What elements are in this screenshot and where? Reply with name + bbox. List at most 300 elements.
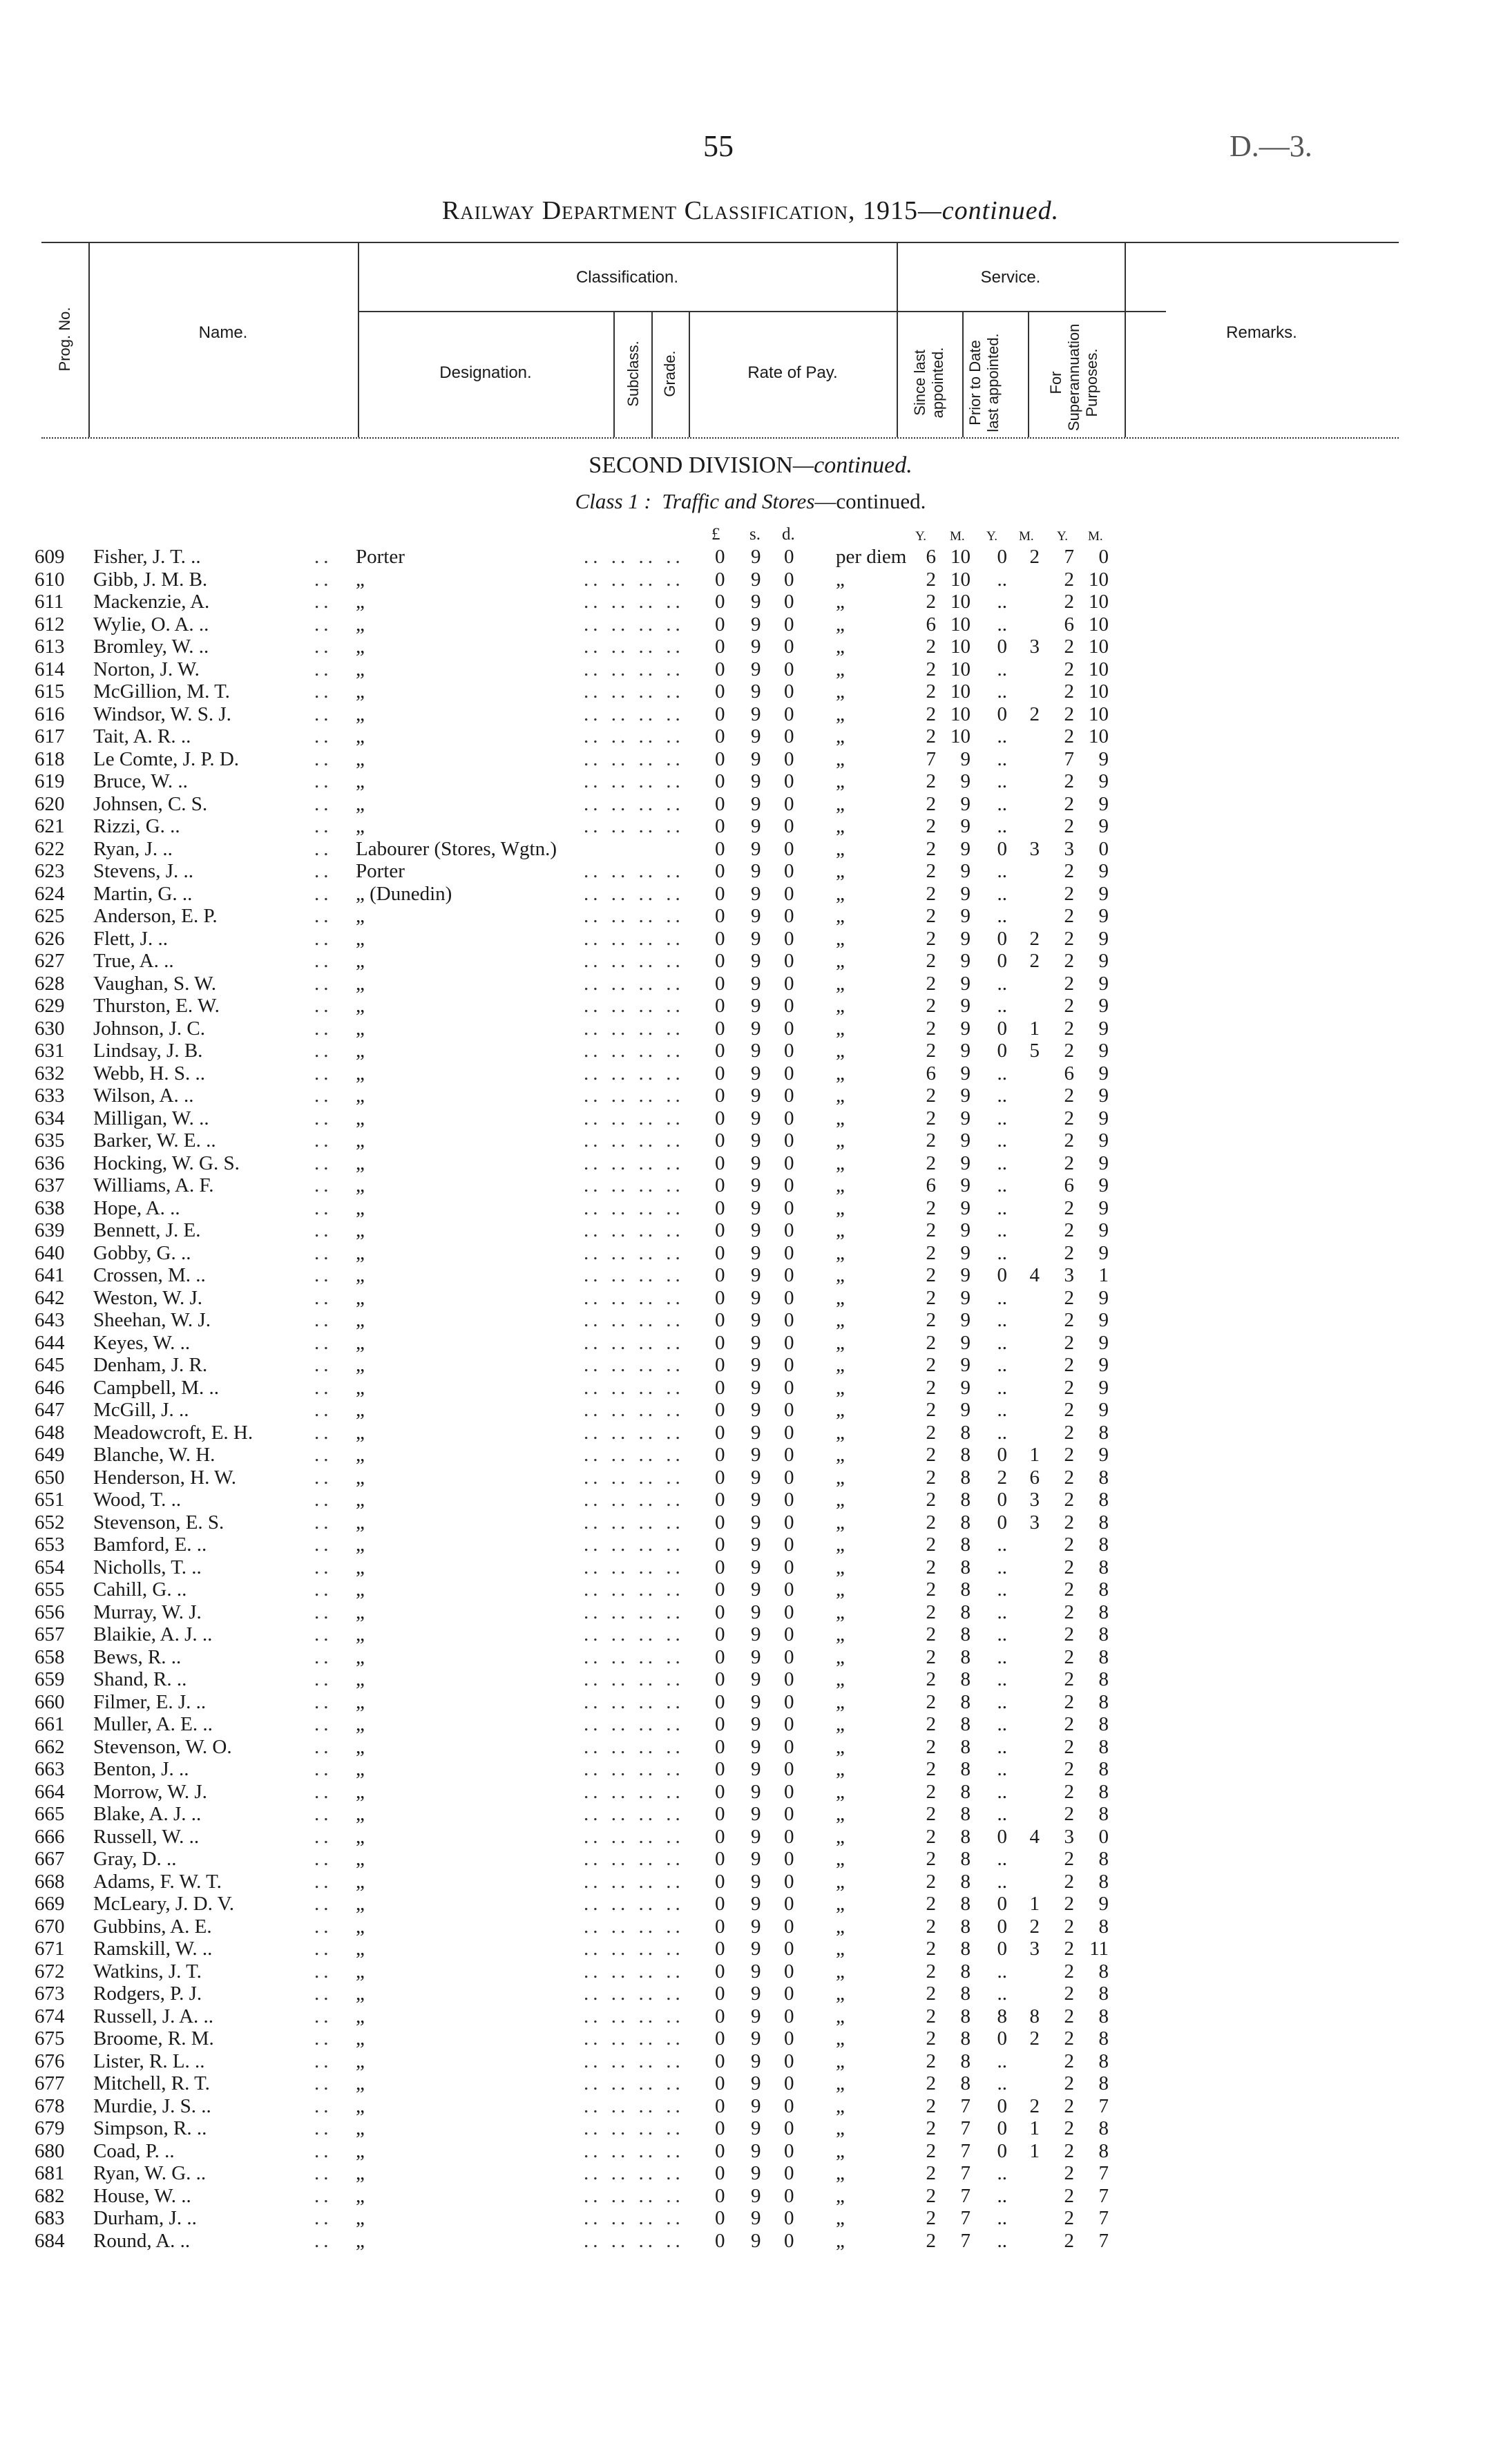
prog-no: 619 bbox=[35, 770, 65, 792]
since-months: 8 bbox=[960, 1444, 971, 1466]
leader-dots: .. .. .. .. bbox=[584, 1376, 685, 1399]
super-months: 9 bbox=[1098, 1129, 1109, 1152]
leader-dots: .. bbox=[314, 1668, 333, 1690]
pay-qualifier: „ bbox=[836, 1915, 845, 1938]
employee-name: Gubbins, A. E. bbox=[93, 1915, 212, 1938]
super-years: 3 bbox=[1064, 1264, 1074, 1286]
since-years: 2 bbox=[926, 1623, 936, 1645]
table-row bbox=[0, 1646, 1501, 1669]
leader-dots: .. bbox=[314, 1466, 333, 1489]
employee-name: Johnson, J. C. bbox=[93, 1017, 205, 1040]
since-years: 2 bbox=[926, 1870, 936, 1893]
pay-pence: 0 bbox=[784, 568, 794, 591]
pay-pounds: 0 bbox=[715, 1578, 725, 1601]
since-months: 9 bbox=[960, 995, 971, 1017]
leader-dots: .. bbox=[314, 1825, 333, 1848]
prior-years: 0 bbox=[997, 1489, 1007, 1511]
super-months: 10 bbox=[1089, 636, 1109, 658]
since-months: 10 bbox=[950, 636, 971, 658]
table-row bbox=[0, 546, 1501, 569]
division-heading bbox=[0, 452, 1501, 479]
employee-name: Nicholls, T. .. bbox=[93, 1556, 202, 1578]
pay-pence: 0 bbox=[784, 882, 794, 905]
super-years: 6 bbox=[1064, 1174, 1074, 1196]
designation: „ bbox=[356, 1601, 365, 1623]
since-months: 10 bbox=[950, 591, 971, 613]
prior-years: 0 bbox=[997, 1511, 1007, 1534]
leader-dots: .. bbox=[314, 860, 333, 882]
since-years: 2 bbox=[926, 2162, 936, 2184]
since-years: 2 bbox=[926, 2072, 936, 2094]
pay-pence: 0 bbox=[784, 1062, 794, 1085]
super-years: 3 bbox=[1064, 837, 1074, 860]
prior-years: .. bbox=[997, 1354, 1007, 1376]
prior-years: .. bbox=[997, 1870, 1007, 1893]
prior-years: .. bbox=[997, 2050, 1007, 2072]
since-months: 8 bbox=[960, 1825, 971, 1848]
employee-name: Gibb, J. M. B. bbox=[93, 568, 208, 591]
pay-shillings: 9 bbox=[751, 2207, 761, 2229]
pay-pence: 0 bbox=[784, 837, 794, 860]
employee-name: Stevenson, W. O. bbox=[93, 1735, 232, 1758]
pay-shillings: 9 bbox=[751, 1331, 761, 1354]
pay-pounds: 0 bbox=[715, 1825, 725, 1848]
table-row bbox=[0, 1062, 1501, 1085]
designation: „ bbox=[356, 927, 365, 950]
pay-shillings: 9 bbox=[751, 1983, 761, 2005]
super-months: 8 bbox=[1098, 1780, 1109, 1803]
prior-years: .. bbox=[997, 2162, 1007, 2184]
pay-shillings: 9 bbox=[751, 1466, 761, 1489]
pay-qualifier: „ bbox=[836, 1556, 845, 1578]
pay-pence: 0 bbox=[784, 1421, 794, 1444]
leader-dots: .. .. .. .. bbox=[584, 972, 685, 995]
prior-years: 0 bbox=[997, 1893, 1007, 1915]
since-months: 8 bbox=[960, 1466, 971, 1489]
employee-name: Denham, J. R. bbox=[93, 1354, 208, 1376]
leader-dots: .. bbox=[314, 1264, 333, 1286]
pay-pounds: 0 bbox=[715, 1040, 725, 1062]
super-years: 2 bbox=[1064, 2184, 1074, 2207]
pay-pence: 0 bbox=[784, 815, 794, 837]
since-months: 9 bbox=[960, 1286, 971, 1309]
pay-shillings: 9 bbox=[751, 792, 761, 815]
table-row bbox=[0, 2005, 1501, 2028]
super-years: 7 bbox=[1064, 747, 1074, 770]
leader-dots: .. .. .. .. bbox=[584, 2229, 685, 2252]
leader-dots: .. .. .. .. bbox=[584, 1331, 685, 1354]
designation: „ bbox=[356, 1960, 365, 1983]
pay-pence: 0 bbox=[784, 1376, 794, 1399]
leader-dots: .. bbox=[314, 2094, 333, 2117]
division-suffix: —continued. bbox=[792, 452, 912, 478]
employee-name: House, W. .. bbox=[93, 2184, 191, 2207]
pay-pounds: 0 bbox=[715, 2162, 725, 2184]
pay-qualifier: „ bbox=[836, 905, 845, 927]
prog-no: 645 bbox=[35, 1354, 65, 1376]
employee-name: Gobby, G. .. bbox=[93, 1241, 191, 1264]
pay-qualifier: „ bbox=[836, 1376, 845, 1399]
since-months: 9 bbox=[960, 1219, 971, 1241]
since-months: 8 bbox=[960, 1645, 971, 1668]
employee-name: True, A. .. bbox=[93, 950, 174, 972]
pay-pence: 0 bbox=[784, 1893, 794, 1915]
leader-dots: .. bbox=[314, 1286, 333, 1309]
prog-no: 630 bbox=[35, 1017, 65, 1040]
designation: „ bbox=[356, 2027, 365, 2050]
designation: „ bbox=[356, 2072, 365, 2094]
since-months: 9 bbox=[960, 1107, 971, 1129]
pay-shillings: 9 bbox=[751, 1085, 761, 1107]
super-years: 2 bbox=[1064, 1331, 1074, 1354]
unit-pound: £ bbox=[711, 525, 720, 544]
employee-name: Filmer, E. J. .. bbox=[93, 1690, 207, 1713]
table-header bbox=[41, 242, 1399, 439]
since-months: 10 bbox=[950, 568, 971, 591]
since-months: 7 bbox=[960, 2117, 971, 2139]
since-months: 9 bbox=[960, 972, 971, 995]
since-years: 2 bbox=[926, 2094, 936, 2117]
leader-dots: .. .. .. .. bbox=[584, 1152, 685, 1174]
leader-dots: .. bbox=[314, 1938, 333, 1960]
pay-qualifier: „ bbox=[836, 860, 845, 882]
leader-dots: .. bbox=[314, 2050, 333, 2072]
super-months: 0 bbox=[1098, 546, 1109, 568]
pay-pence: 0 bbox=[784, 680, 794, 703]
employee-name: McGill, J. .. bbox=[93, 1399, 189, 1421]
since-months: 8 bbox=[960, 1960, 971, 1983]
super-months: 9 bbox=[1098, 1444, 1109, 1466]
pay-pence: 0 bbox=[784, 1399, 794, 1421]
pay-pence: 0 bbox=[784, 1241, 794, 1264]
designation: „ bbox=[356, 995, 365, 1017]
pay-pounds: 0 bbox=[715, 2139, 725, 2162]
pay-qualifier: „ bbox=[836, 2117, 845, 2139]
pay-pounds: 0 bbox=[715, 1489, 725, 1511]
super-years: 2 bbox=[1064, 1376, 1074, 1399]
super-months: 8 bbox=[1098, 2117, 1109, 2139]
pay-pence: 0 bbox=[784, 1219, 794, 1241]
table-row bbox=[0, 1174, 1501, 1197]
employee-name: Durham, J. .. bbox=[93, 2207, 197, 2229]
pay-pence: 0 bbox=[784, 2094, 794, 2117]
header-rate-of-pay: Rate of Pay. bbox=[747, 363, 838, 382]
pay-qualifier: „ bbox=[836, 1758, 845, 1780]
since-months: 8 bbox=[960, 1870, 971, 1893]
title-suffix: —continued. bbox=[917, 196, 1060, 225]
pay-pounds: 0 bbox=[715, 2072, 725, 2094]
designation: „ bbox=[356, 905, 365, 927]
pay-pounds: 0 bbox=[715, 972, 725, 995]
table-row bbox=[0, 1399, 1501, 1422]
since-years: 2 bbox=[926, 1511, 936, 1534]
pay-qualifier: „ bbox=[836, 1780, 845, 1803]
prog-no: 650 bbox=[35, 1466, 65, 1489]
employee-name: Blaikie, A. J. .. bbox=[93, 1623, 213, 1645]
pay-pounds: 0 bbox=[715, 1107, 725, 1129]
since-months: 8 bbox=[960, 1735, 971, 1758]
leader-dots: .. bbox=[314, 1915, 333, 1938]
pay-pence: 0 bbox=[784, 1645, 794, 1668]
prior-years: 0 bbox=[997, 546, 1007, 568]
leader-dots: .. bbox=[314, 1870, 333, 1893]
leader-dots: .. .. .. .. bbox=[584, 1645, 685, 1668]
since-years: 2 bbox=[926, 1983, 936, 2005]
prior-months: 2 bbox=[1029, 927, 1040, 950]
prior-years: .. bbox=[997, 1286, 1007, 1309]
table-row bbox=[0, 1534, 1501, 1556]
super-years: 2 bbox=[1064, 1803, 1074, 1825]
prior-years: .. bbox=[997, 770, 1007, 792]
leader-dots: .. .. .. .. bbox=[584, 2117, 685, 2139]
prior-months: 1 bbox=[1029, 2117, 1040, 2139]
prior-years: .. bbox=[997, 1960, 1007, 1983]
employee-name: Morrow, W. J. bbox=[93, 1780, 207, 1803]
pay-pence: 0 bbox=[784, 1107, 794, 1129]
pay-qualifier: „ bbox=[836, 1983, 845, 2005]
prog-no: 642 bbox=[35, 1286, 65, 1309]
since-years: 2 bbox=[926, 1645, 936, 1668]
since-months: 9 bbox=[960, 1331, 971, 1354]
pay-qualifier: „ bbox=[836, 2229, 845, 2252]
prog-no: 640 bbox=[35, 1241, 65, 1264]
pay-qualifier: „ bbox=[836, 1690, 845, 1713]
pay-qualifier: „ bbox=[836, 680, 845, 703]
super-years: 2 bbox=[1064, 1241, 1074, 1264]
leader-dots: .. bbox=[314, 725, 333, 747]
since-months: 7 bbox=[960, 2229, 971, 2252]
pay-pence: 0 bbox=[784, 546, 794, 568]
pay-qualifier: „ bbox=[836, 2207, 845, 2229]
super-years: 2 bbox=[1064, 1668, 1074, 1690]
leader-dots: .. bbox=[314, 1758, 333, 1780]
since-months: 10 bbox=[950, 680, 971, 703]
leader-dots: .. .. .. .. bbox=[584, 2072, 685, 2094]
since-years: 2 bbox=[926, 2050, 936, 2072]
table-row bbox=[0, 680, 1501, 703]
pay-pounds: 0 bbox=[715, 1264, 725, 1286]
prior-months: 5 bbox=[1029, 1040, 1040, 1062]
prior-years: .. bbox=[997, 1713, 1007, 1735]
pay-pounds: 0 bbox=[715, 1152, 725, 1174]
leader-dots: .. .. .. .. bbox=[584, 1983, 685, 2005]
employee-name: Meadowcroft, E. H. bbox=[93, 1421, 254, 1444]
pay-pounds: 0 bbox=[715, 568, 725, 591]
prior-years: 0 bbox=[997, 636, 1007, 658]
leader-dots: .. .. .. .. bbox=[584, 747, 685, 770]
header-service: Service. bbox=[980, 268, 1041, 287]
super-years: 2 bbox=[1064, 1309, 1074, 1331]
designation: „ bbox=[356, 1803, 365, 1825]
super-months: 8 bbox=[1098, 1690, 1109, 1713]
pay-shillings: 9 bbox=[751, 882, 761, 905]
leader-dots: .. bbox=[314, 972, 333, 995]
prior-years: .. bbox=[997, 995, 1007, 1017]
super-months: 10 bbox=[1089, 680, 1109, 703]
pay-pence: 0 bbox=[784, 950, 794, 972]
pay-qualifier: „ bbox=[836, 1601, 845, 1623]
pay-pence: 0 bbox=[784, 613, 794, 636]
super-years: 2 bbox=[1064, 1354, 1074, 1376]
leader-dots: .. bbox=[314, 747, 333, 770]
prior-months: 3 bbox=[1029, 1938, 1040, 1960]
prog-no: 617 bbox=[35, 725, 65, 747]
super-months: 10 bbox=[1089, 568, 1109, 591]
prior-years: 0 bbox=[997, 1825, 1007, 1848]
designation: „ bbox=[356, 1331, 365, 1354]
pay-qualifier: „ bbox=[836, 1017, 845, 1040]
pay-shillings: 9 bbox=[751, 1241, 761, 1264]
table-row bbox=[0, 658, 1501, 681]
since-months: 9 bbox=[960, 1354, 971, 1376]
pay-shillings: 9 bbox=[751, 1601, 761, 1623]
employee-name: Muller, A. E. .. bbox=[93, 1713, 213, 1735]
since-months: 9 bbox=[960, 1309, 971, 1331]
super-months: 8 bbox=[1098, 1848, 1109, 1870]
page-number: 55 bbox=[703, 129, 734, 163]
designation: „ bbox=[356, 1825, 365, 1848]
since-years: 2 bbox=[926, 1309, 936, 1331]
designation: „ bbox=[356, 636, 365, 658]
prior-years: 0 bbox=[997, 950, 1007, 972]
prog-no: 626 bbox=[35, 927, 65, 950]
prog-no: 648 bbox=[35, 1421, 65, 1444]
pay-pounds: 0 bbox=[715, 2050, 725, 2072]
prior-months: 3 bbox=[1029, 1511, 1040, 1534]
prog-no: 652 bbox=[35, 1511, 65, 1534]
super-years: 2 bbox=[1064, 1129, 1074, 1152]
since-months: 9 bbox=[960, 1040, 971, 1062]
leader-dots: .. .. .. .. bbox=[584, 1534, 685, 1556]
super-months: 7 bbox=[1098, 2184, 1109, 2207]
pay-pounds: 0 bbox=[715, 1376, 725, 1399]
leader-dots: .. bbox=[314, 658, 333, 680]
employee-name: Martin, G. .. bbox=[93, 882, 193, 905]
since-months: 9 bbox=[960, 927, 971, 950]
pay-pence: 0 bbox=[784, 770, 794, 792]
employee-name: Thurston, E. W. bbox=[93, 995, 220, 1017]
employee-name: Ryan, J. .. bbox=[93, 837, 173, 860]
since-months: 8 bbox=[960, 1578, 971, 1601]
pay-shillings: 9 bbox=[751, 950, 761, 972]
prog-no: 651 bbox=[35, 1489, 65, 1511]
designation: „ bbox=[356, 1399, 365, 1421]
super-months: 7 bbox=[1098, 2207, 1109, 2229]
pay-pence: 0 bbox=[784, 1085, 794, 1107]
super-years: 2 bbox=[1064, 792, 1074, 815]
designation: „ bbox=[356, 1893, 365, 1915]
leader-dots: .. .. .. .. bbox=[584, 927, 685, 950]
since-years: 2 bbox=[926, 1040, 936, 1062]
prior-years: .. bbox=[997, 1062, 1007, 1085]
employee-name: Lindsay, J. B. bbox=[93, 1040, 203, 1062]
pay-pounds: 0 bbox=[715, 725, 725, 747]
super-years: 2 bbox=[1064, 1085, 1074, 1107]
pay-shillings: 9 bbox=[751, 1893, 761, 1915]
super-years: 2 bbox=[1064, 1534, 1074, 1556]
designation: „ bbox=[356, 1511, 365, 1534]
super-months: 8 bbox=[1098, 1466, 1109, 1489]
prior-months: 1 bbox=[1029, 1893, 1040, 1915]
pay-shillings: 9 bbox=[751, 1511, 761, 1534]
designation: „ bbox=[356, 1354, 365, 1376]
prog-no: 672 bbox=[35, 1960, 65, 1983]
pay-pence: 0 bbox=[784, 1264, 794, 1286]
class-prefix: Class 1 : bbox=[575, 489, 651, 513]
pay-pounds: 0 bbox=[715, 837, 725, 860]
pay-pence: 0 bbox=[784, 2027, 794, 2050]
pay-pence: 0 bbox=[784, 972, 794, 995]
document-reference: D.—3. bbox=[1230, 129, 1312, 163]
prior-years: .. bbox=[997, 972, 1007, 995]
since-years: 2 bbox=[926, 1219, 936, 1241]
pay-pence: 0 bbox=[784, 1668, 794, 1690]
super-years: 2 bbox=[1064, 1735, 1074, 1758]
table-row bbox=[0, 1736, 1501, 1759]
pay-shillings: 9 bbox=[751, 680, 761, 703]
leader-dots: .. bbox=[314, 1645, 333, 1668]
since-years: 2 bbox=[926, 1713, 936, 1735]
since-months: 7 bbox=[960, 2184, 971, 2207]
designation: „ bbox=[356, 1174, 365, 1196]
pay-pence: 0 bbox=[784, 1534, 794, 1556]
leader-dots: .. bbox=[314, 1893, 333, 1915]
pay-shillings: 9 bbox=[751, 1825, 761, 1848]
pay-shillings: 9 bbox=[751, 2005, 761, 2027]
super-years: 2 bbox=[1064, 2207, 1074, 2229]
super-years: 2 bbox=[1064, 1399, 1074, 1421]
super-years: 2 bbox=[1064, 1713, 1074, 1735]
super-years: 2 bbox=[1064, 1196, 1074, 1219]
super-years: 2 bbox=[1064, 927, 1074, 950]
prog-no: 668 bbox=[35, 1870, 65, 1893]
pay-shillings: 9 bbox=[751, 1040, 761, 1062]
pay-pence: 0 bbox=[784, 591, 794, 613]
pay-pence: 0 bbox=[784, 636, 794, 658]
leader-dots: .. .. .. .. bbox=[584, 680, 685, 703]
since-months: 8 bbox=[960, 1893, 971, 1915]
super-years: 3 bbox=[1064, 1825, 1074, 1848]
table-row bbox=[0, 1893, 1501, 1916]
super-months: 8 bbox=[1098, 2027, 1109, 2050]
since-years: 6 bbox=[926, 546, 936, 568]
table-row bbox=[0, 1983, 1501, 2005]
leader-dots: .. .. .. .. bbox=[584, 2162, 685, 2184]
prog-no: 638 bbox=[35, 1196, 65, 1219]
leader-dots: .. bbox=[314, 950, 333, 972]
table-row bbox=[0, 1107, 1501, 1130]
prog-no: 641 bbox=[35, 1264, 65, 1286]
prior-years: 8 bbox=[997, 2005, 1007, 2027]
super-months: 11 bbox=[1089, 1938, 1109, 1960]
prior-years: .. bbox=[997, 2072, 1007, 2094]
pay-pounds: 0 bbox=[715, 950, 725, 972]
prog-no: 623 bbox=[35, 860, 65, 882]
prior-years: .. bbox=[997, 1803, 1007, 1825]
leader-dots: .. bbox=[314, 2139, 333, 2162]
prog-no: 611 bbox=[35, 591, 64, 613]
super-years: 2 bbox=[1064, 1690, 1074, 1713]
designation: „ bbox=[356, 2117, 365, 2139]
pay-pence: 0 bbox=[784, 2162, 794, 2184]
pay-qualifier: „ bbox=[836, 1062, 845, 1085]
since-months: 9 bbox=[960, 1241, 971, 1264]
since-years: 2 bbox=[926, 1196, 936, 1219]
super-months: 9 bbox=[1098, 1286, 1109, 1309]
pay-pounds: 0 bbox=[715, 1444, 725, 1466]
leader-dots: .. bbox=[314, 1848, 333, 1870]
employee-name: Stevenson, E. S. bbox=[93, 1511, 224, 1534]
